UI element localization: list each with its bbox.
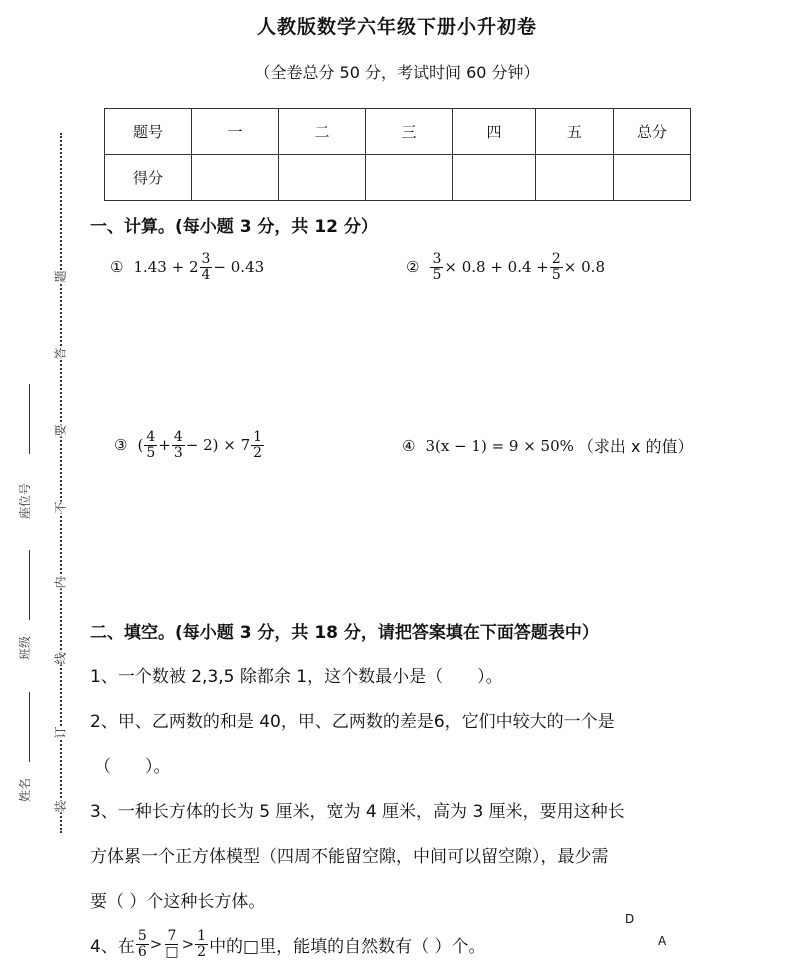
score-header-cell: 五	[536, 109, 614, 155]
score-table-header-row	[105, 109, 691, 155]
math-text: 3(x − 1) = 9 × 50%	[425, 436, 574, 455]
problem-3	[114, 430, 265, 460]
question-4-prefix: 4、在	[90, 936, 135, 957]
score-cell[interactable]	[453, 155, 536, 201]
problem-1	[110, 252, 264, 282]
fraction	[550, 252, 563, 282]
binding-char: 题	[50, 270, 71, 282]
problem-number: ①	[110, 258, 124, 277]
score-cell[interactable]	[192, 155, 279, 201]
math-text: − 2) × 7	[185, 436, 251, 455]
denominator: 6	[137, 943, 147, 960]
fraction	[251, 430, 264, 460]
class-line[interactable]	[29, 550, 30, 620]
score-cell[interactable]	[366, 155, 453, 201]
binding-char: 订	[50, 726, 71, 738]
fraction	[172, 430, 185, 460]
math-text: (	[137, 436, 144, 455]
page-title: 人教版数学六年级下册小升初卷	[256, 16, 537, 38]
question-3-line-1: 3、一种长方体的长为 5 厘米，宽为 4 厘米，高为 3 厘米，要用这种长	[90, 802, 625, 822]
problem-number: ②	[406, 258, 420, 277]
greater-than: >	[149, 935, 163, 953]
fraction	[163, 929, 180, 959]
score-header-cell: 题号	[105, 109, 192, 155]
numerator: 1	[197, 927, 207, 944]
question-3-line-3: 要（ ）个这种长方体。	[90, 892, 266, 912]
problem-4	[402, 434, 694, 457]
denominator: 2	[197, 943, 207, 960]
score-cell[interactable]	[279, 155, 366, 201]
score-table-row	[105, 155, 691, 201]
numerator: 2	[551, 251, 561, 267]
greater-than: >	[181, 935, 195, 953]
score-header-cell: 三	[366, 109, 453, 155]
exam-info: （全卷总分 50 分，考试时间 60 分钟）	[254, 63, 540, 82]
numerator: 1	[253, 429, 263, 445]
problem-note: （求出 x 的值）	[577, 437, 694, 456]
section-1-title: 一、计算。(每小题 3 分，共 12 分）	[90, 217, 378, 237]
math-text: × 0.8	[563, 258, 605, 277]
numerator: 5	[137, 927, 147, 944]
score-cell[interactable]	[536, 155, 614, 201]
question-4-suffix: 中的□里，能填的自然数有（ ）个。	[209, 936, 486, 957]
binding-char: 内	[50, 576, 71, 588]
section-2-title: 二、填空。(每小题 3 分，共 18 分，请把答案填在下面答题表中）	[90, 623, 599, 643]
fraction	[195, 929, 208, 959]
fraction	[200, 252, 213, 282]
name-line[interactable]	[29, 692, 30, 762]
score-header-cell: 四	[453, 109, 536, 155]
numerator: 7	[167, 927, 177, 944]
fraction	[430, 252, 443, 282]
problem-number: ③	[114, 436, 128, 455]
problem-number: ④	[402, 436, 416, 455]
problem-2	[406, 252, 605, 282]
score-header-cell: 一	[192, 109, 279, 155]
math-text: − 0.43	[213, 258, 265, 277]
denominator: 2	[253, 444, 263, 461]
numerator: 3	[201, 251, 211, 267]
score-cell[interactable]	[614, 155, 691, 201]
question-4	[90, 922, 486, 966]
denominator: □	[165, 943, 179, 960]
fraction	[136, 929, 149, 959]
binding-char: 答	[50, 347, 71, 359]
denominator: 5	[146, 444, 156, 461]
question-1: 1、一个数被 2,3,5 除都余 1，这个数最小是（ ）。	[90, 667, 503, 687]
stray-letter-d: D	[625, 912, 635, 926]
denominator: 5	[432, 266, 442, 283]
class-label: 班级	[18, 635, 32, 660]
binding-char: 装	[50, 800, 71, 812]
name-label: 姓名	[18, 777, 32, 802]
binding-char: 线	[50, 652, 71, 664]
question-2-line-1: 2、甲、乙两数的和是 40，甲、乙两数的差是6，它们中较大的一个是	[90, 712, 615, 732]
denominator: 4	[201, 266, 211, 283]
fraction	[144, 430, 157, 460]
score-header-cell: 二	[279, 109, 366, 155]
score-table	[104, 108, 691, 201]
math-text: × 0.8 + 0.4 +	[444, 258, 549, 277]
score-header-cell: 总分	[614, 109, 691, 155]
denominator: 5	[551, 266, 561, 283]
binding-char: 不	[50, 501, 71, 513]
seat-number-line[interactable]	[29, 384, 30, 454]
numerator: 4	[146, 429, 156, 445]
numerator: 3	[432, 251, 442, 267]
math-text: +	[158, 436, 171, 455]
stray-letter-a: A	[658, 934, 667, 948]
seat-number-label: 座位号	[18, 482, 32, 519]
question-2-line-2: （ ）。	[94, 757, 171, 777]
score-row-label: 得分	[105, 155, 192, 201]
math-text: 1.43 + 2	[133, 258, 199, 277]
denominator: 3	[173, 444, 183, 461]
question-3-line-2: 方体累一个正方体模型（四周不能留空隙，中间可以留空隙），最少需	[90, 847, 609, 867]
binding-char: 要	[50, 424, 71, 436]
numerator: 4	[173, 429, 183, 445]
